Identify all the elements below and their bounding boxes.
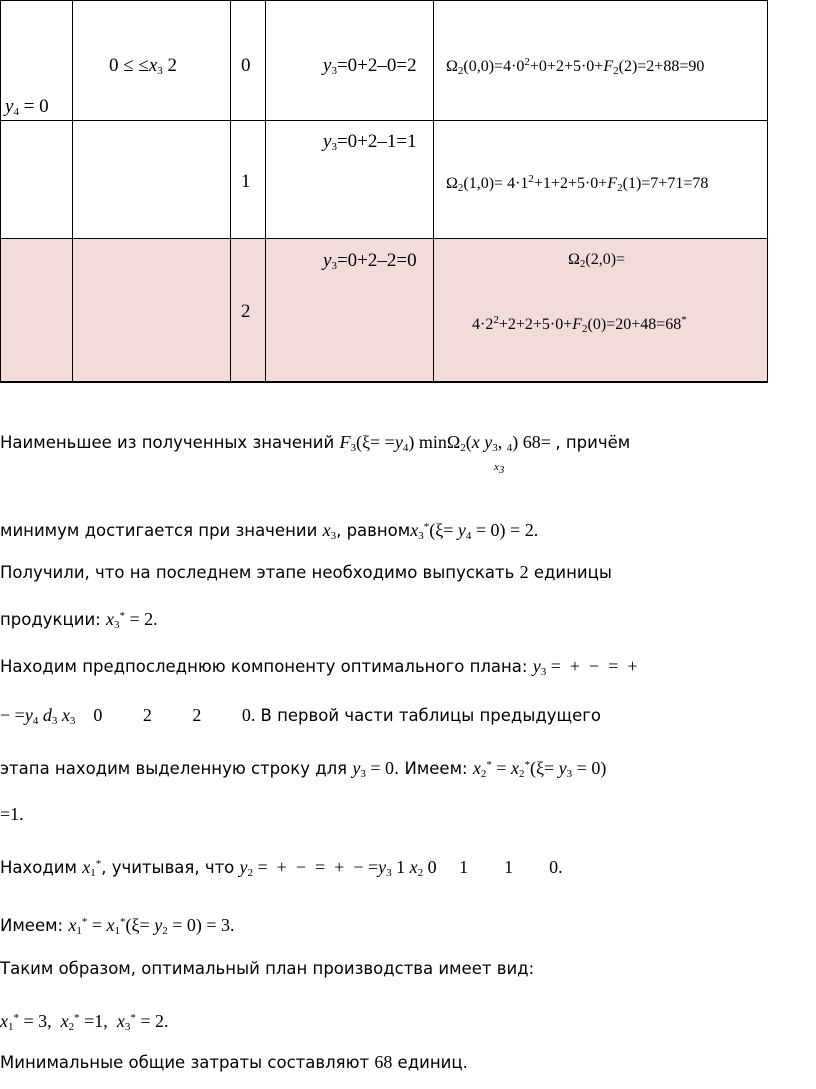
x3-value: 1 <box>241 171 251 192</box>
range-cell <box>73 1 231 121</box>
y3-cell <box>266 239 434 382</box>
paragraph-find-x1: Находим $x_1^*$, учитывая, что $y_2$ = + − = + − $=y_3$ 1 $x_2$ 0 1 1 0. <box>0 857 563 879</box>
min-subscript: $x_3$ <box>494 461 505 476</box>
paragraph-minimum-reached: минимум достигается при значении $x_3$, равномx$_3$*(ξ= $y_4 = 0) = 2$. <box>0 520 539 542</box>
table-row <box>1 1 768 121</box>
dp-table <box>0 0 768 383</box>
omega-calc: $\Omega_2(0,0)=4\cdot 0^2+0+2+5\cdot 0+F_2(2)=2+88=90$ <box>446 56 705 77</box>
paragraph-eq1: =1. <box>0 804 24 824</box>
omega-calc-line2: $4\cdot 2^2+2+2+5\cdot 0+F_2(0)=20+48=68^*$ <box>472 314 687 335</box>
paragraph-find-component: Находим предпоследнюю компоненту оптимального плана: $y_3$ = + − = + <box>0 656 638 678</box>
paragraph-optimal-plan: Таким образом, оптимальный план производства имеет вид: <box>0 959 535 978</box>
omega-cell <box>434 1 768 121</box>
table-row <box>1 121 768 239</box>
y4-label: $y_4 = 0$ <box>5 96 49 118</box>
omega-calc: $\Omega_2(1,0)= 4\cdot 1^2+1+2+5\cdot 0+F_2(1)=7+71=78$ <box>446 173 709 194</box>
paragraph-production: продукции: $x_3^* = 2$. <box>0 609 158 631</box>
paragraph-x1-value: Имеем: $x_1^* = x_1^*(\xi= y_2 = 0) = 3$. <box>0 915 235 937</box>
paragraph-formula-y3: − $=y_4$ $d_3$ $x_3$ 0 2 2 0. В первой части таблицы предыдущего <box>0 705 601 727</box>
table-row-highlighted <box>1 239 768 382</box>
y3-cell <box>266 1 434 121</box>
y3-calc: $y_3=0+2-0=2$ <box>323 55 417 77</box>
omega-cell <box>434 239 768 382</box>
x3-cell <box>231 121 266 239</box>
omega-cell <box>434 121 768 239</box>
x3-value: 2 <box>241 301 251 322</box>
paragraph-stage-row: этапа находим выделенную строку для $y_3 = 0$. Имеем: $x_2^* = x_2^*(\xi= y_3 = 0)$ <box>0 758 607 780</box>
x3-value: 0 <box>241 55 251 76</box>
paragraph-min-cost: Минимальные общие затраты составляют 68 единиц. <box>0 1052 468 1072</box>
paragraph-min-value: Наименьшее из полученных значений $F_3(\xi= =y_4)$ minΩ$_2$(x $y_3$, $_4$) 68= , причём <box>0 432 631 454</box>
y3-cell <box>266 121 434 239</box>
paragraph-last-stage: Получили, что на последнем этапе необходимо выпускать 2 единицы <box>0 562 612 582</box>
x3-cell <box>231 1 266 121</box>
paragraph-plan-values: $x_1^* = 3$, $x_2^* =1$, $x_3^* = 2$. <box>0 1011 169 1033</box>
y4-cell <box>1 1 73 121</box>
y3-calc: $y_3=0+2-2=0$ <box>323 250 417 272</box>
x3-range: $0 \le \le x_3$ 2 <box>109 55 178 77</box>
y3-calc: $y_3=0+2-1=1$ <box>323 131 417 153</box>
omega-calc-line1: $\Omega_2(2,0)=$ <box>568 251 626 270</box>
x3-cell <box>231 239 266 382</box>
